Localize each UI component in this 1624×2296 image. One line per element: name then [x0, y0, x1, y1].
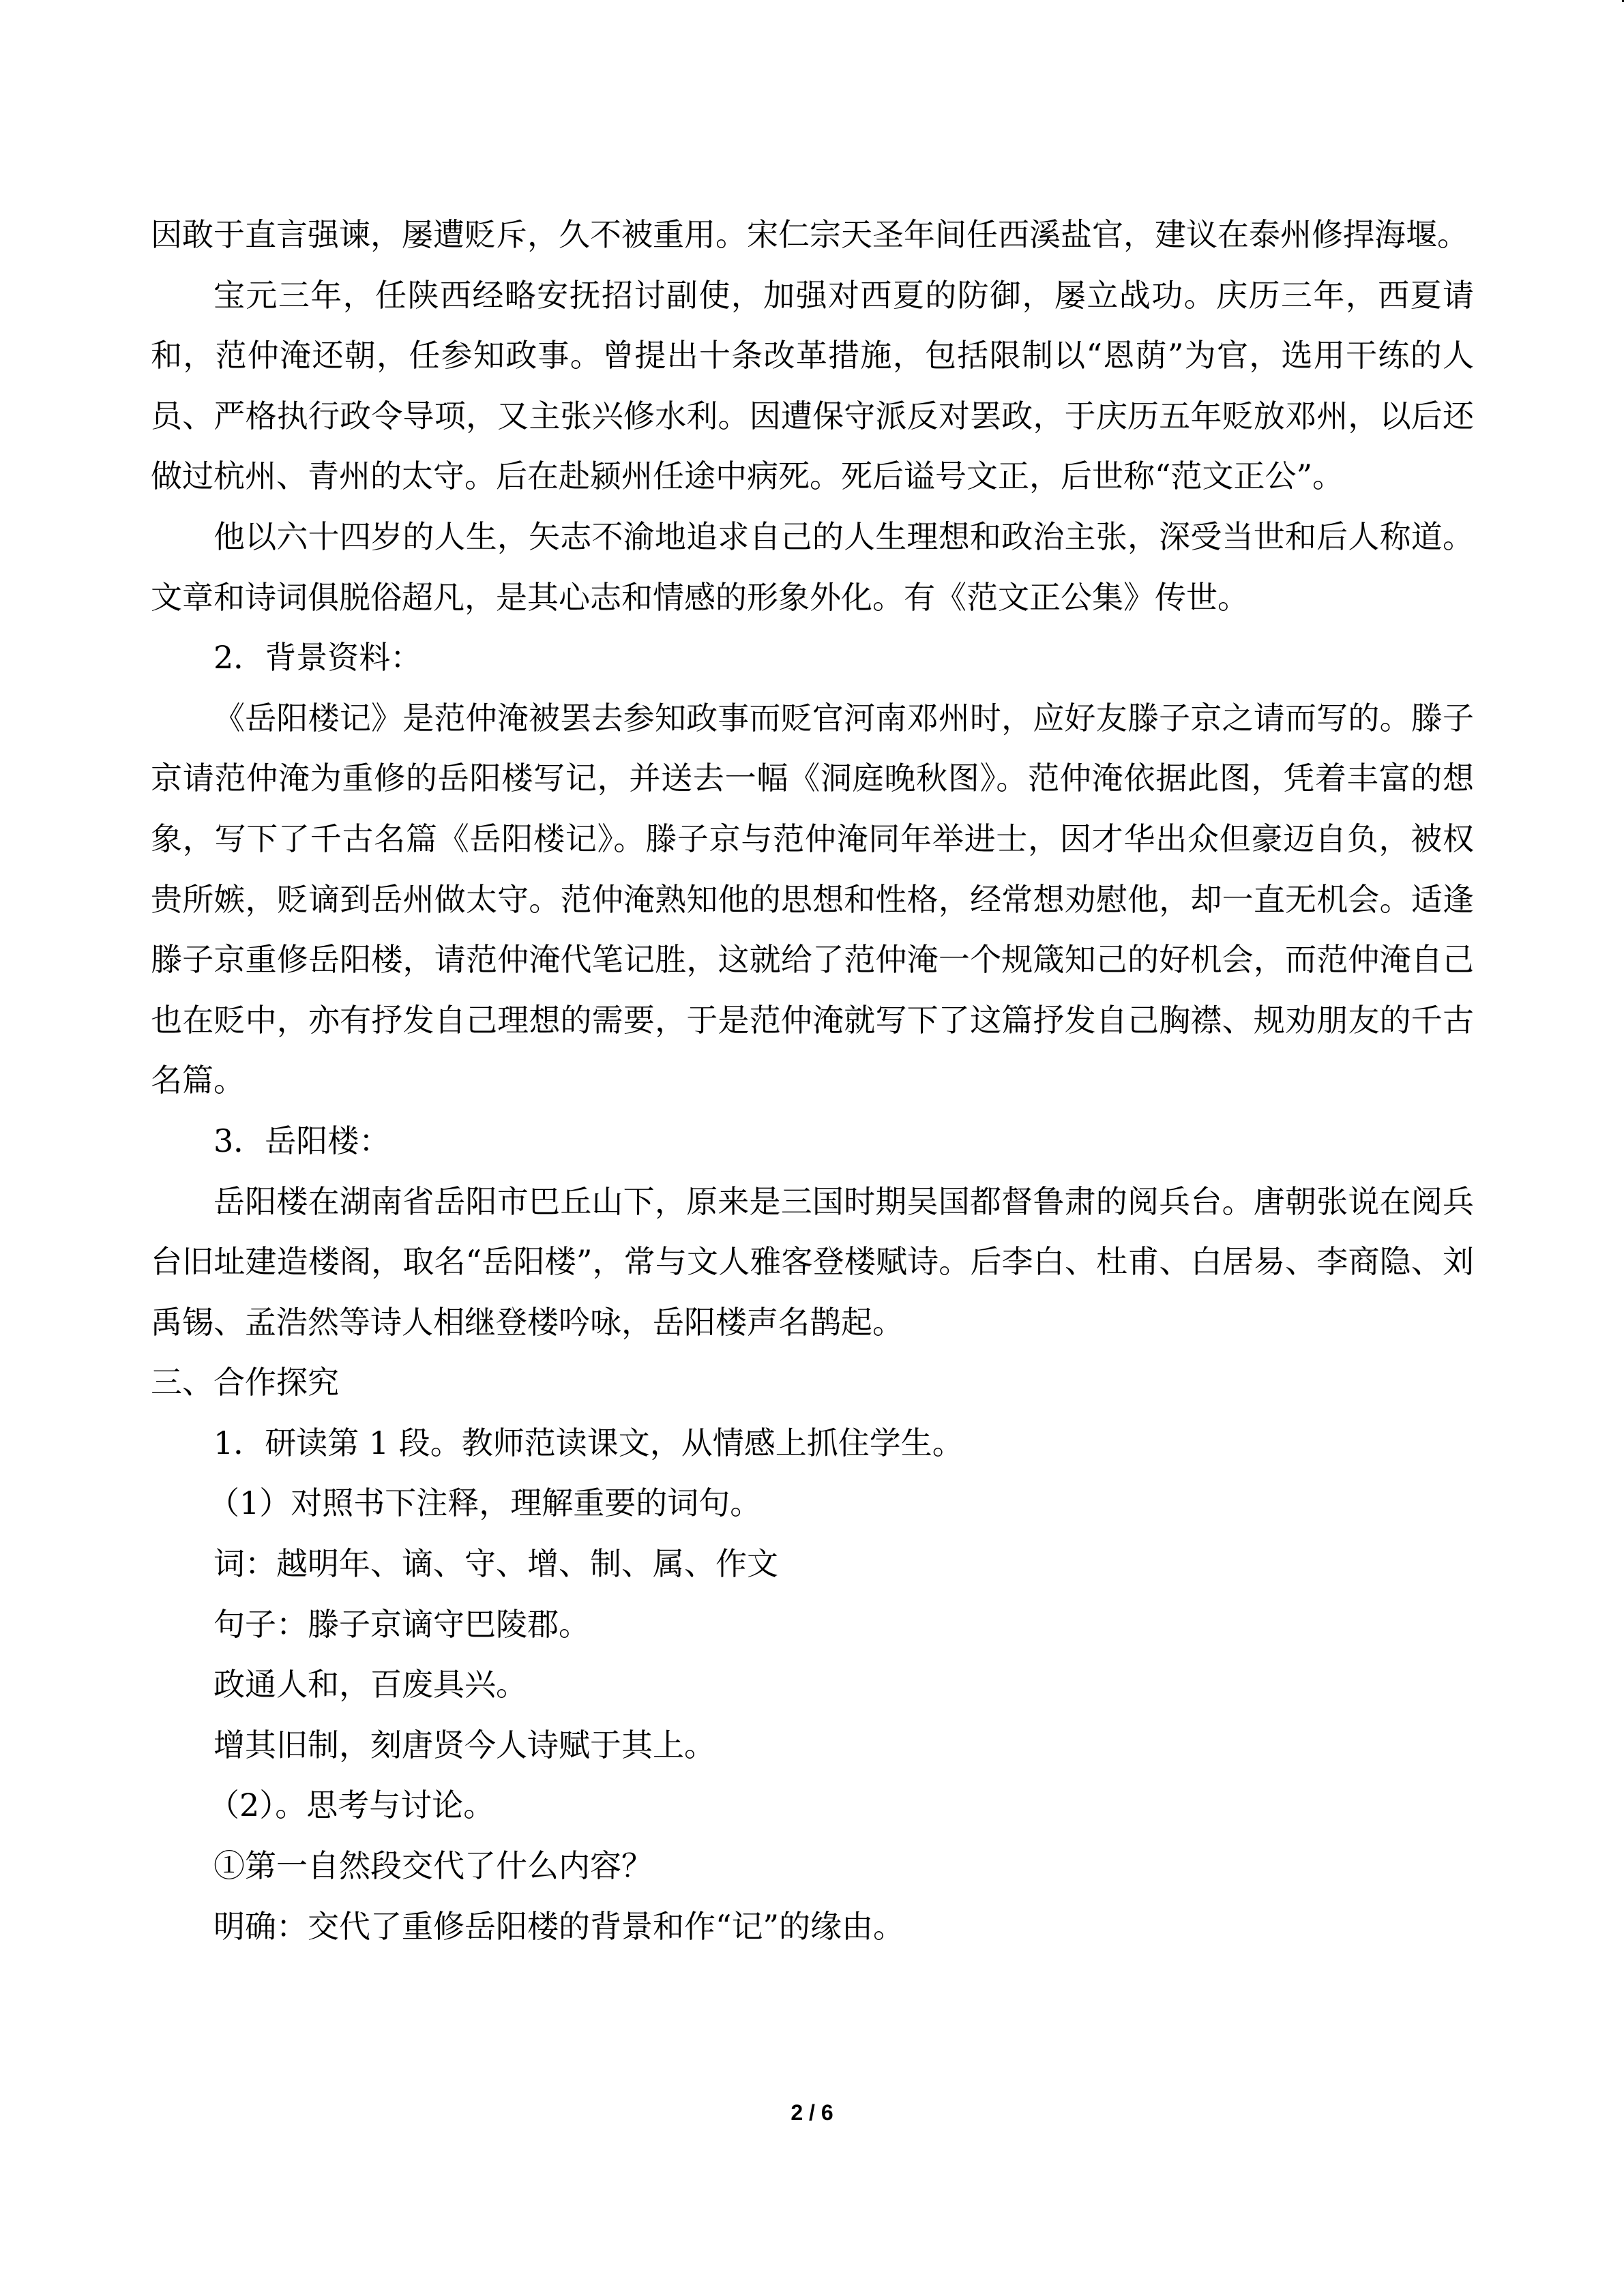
item-question-1: ①第一自然段交代了什么内容？ [213, 1847, 653, 1885]
paragraph-life-summary: 他以六十四岁的人生，矢志不渝地追求自己的人生理想和政治主张，深受当世和后人称道。文章和诗词俱脱俗超凡，是其心志和情感的形象外化。有《范文正公集》传世。 [151, 518, 1474, 616]
item-answer-1: 明确：交代了重修岳阳楼的背景和作“记”的缘由。 [213, 1907, 905, 1945]
item-sentence-1: 句子：滕子京谪守巴陵郡。 [213, 1605, 590, 1643]
item-study-paragraph-1: 1．研读第 1 段。教师范读课文，从情感上抓住学生。 [213, 1424, 964, 1461]
item-think-discuss: （2）。思考与讨论。 [208, 1787, 495, 1824]
page-number: 2 / 6 [791, 2100, 833, 2125]
paragraph-yueyang-tower: 岳阳楼在湖南省岳阳市巴丘山下，原来是三国时期吴国都督鲁肃的阅兵台。唐朝张说在阅兵台旧址建造楼阁，取名“岳阳楼”，常与文人雅客登楼赋诗。后李白、杜甫、白居易、李商隐、刘禹锡、孟浩然等诗人相继登楼吟咏，岳阳楼声名鹊起。 [151, 1182, 1474, 1341]
heading-yueyang-tower: 3．岳阳楼： [213, 1122, 391, 1159]
item-sentence-2: 政通人和，百废具兴。 [213, 1666, 527, 1703]
document-body [151, 205, 1474, 1956]
paragraph-background: 《岳阳楼记》是范仲淹被罢去参知政事而贬官河南邓州时，应好友滕子京之请而写的。滕子京请范仲淹为重修的岳阳楼写记，并送去一幅《洞庭晚秋图》。范仲淹依据此图，凭着丰富的想象，写下了千古名篇《岳阳楼记》。滕子京与范仲淹同年举进士，因才华出众但豪迈自负，被权贵所嫉，贬谪到岳州做太守。范仲淹熟知他的思想和性格，经常想劝慰他，却一直无机会。适逢滕子京重修岳阳楼，请范仲淹代笔记胜，这就给了范仲淹一个规箴知己的好机会，而范仲淹自己也在贬中，亦有抒发自己理想的需要，于是范仲淹就写下了这篇抒发自己胸襟、规劝朋友的千古名篇。 [151, 699, 1474, 1099]
section-heading-cooperative-inquiry: 三、合作探究 [151, 1364, 339, 1401]
paragraph-baoyuan: 宝元三年，任陕西经略安抚招讨副使，加强对西夏的防御，屡立战功。庆历三年，西夏请和，范仲淹还朝，任参知政事。曾提出十条改革措施，包括限制以“恩荫”为官，选用干练的人员、严格执行政令导项，又主张兴修水利。因遭保守派反对罢政，于庆历五年贬放邓州，以后还做过杭州、青州的太守。后在赴颍州任途中病死。死后谥号文正，后世称“范文正公”。 [151, 276, 1474, 495]
item-words: 词：越明年、谪、守、增、制、属、作文 [213, 1545, 778, 1583]
paragraph-biography-cont: 因敢于直言强谏，屡遭贬斥，久不被重用。宋仁宗天圣年间任西溪盐官，建议在泰州修捍海堰。 [151, 216, 1468, 253]
heading-background: 2．背景资料： [213, 639, 422, 676]
item-notes-words: （1）对照书下注释，理解重要的词句。 [208, 1485, 762, 1522]
item-sentence-3: 增其旧制，刻唐贤今人诗赋于其上。 [213, 1726, 715, 1763]
